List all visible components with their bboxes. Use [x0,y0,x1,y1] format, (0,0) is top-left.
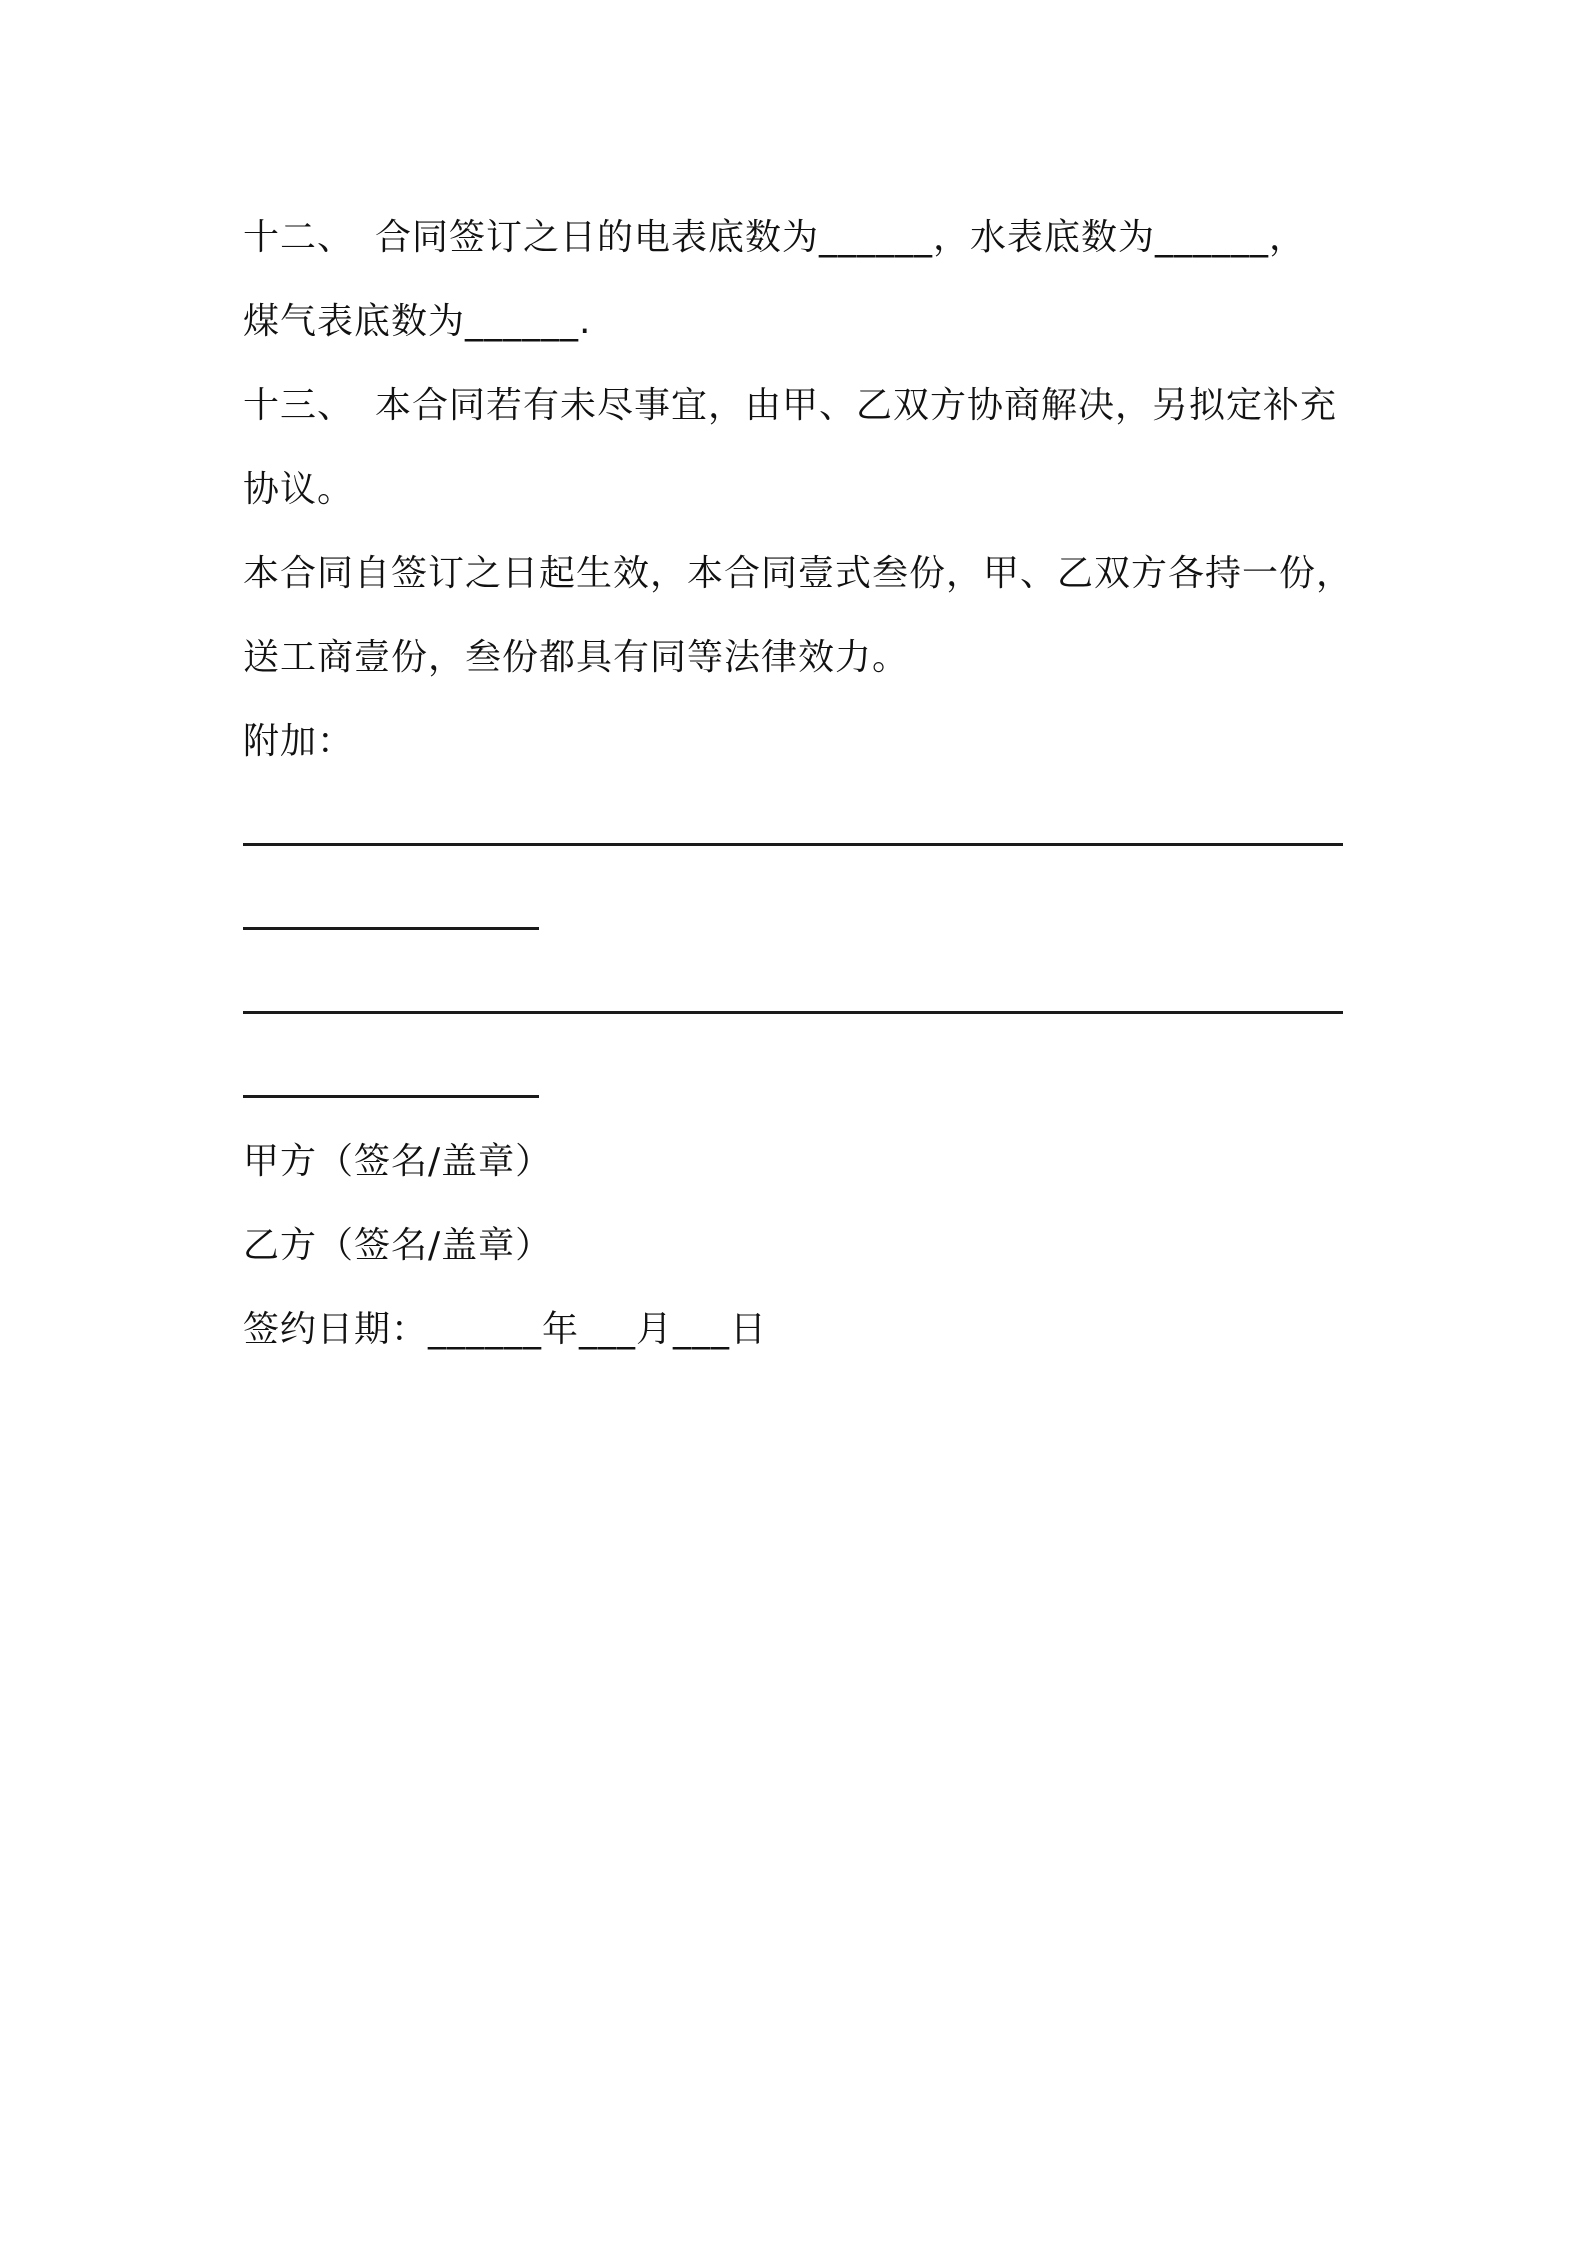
appendix-blank-line-4 [243,1036,1353,1120]
party-a-signature-line [243,1120,1353,1204]
clause-12-line-1 [243,196,1353,280]
clause-12-line-2 [243,280,1353,364]
appendix-blank-line-2 [243,868,1353,952]
appendix-blank-line-3 [243,952,1353,1036]
signing-date-line [243,1288,1353,1372]
clause-13-line-2 [243,448,1353,532]
appendix-underline-4 [243,1095,539,1098]
clause-13-number: 十三、 [243,385,355,426]
effect-text-1: 本合同自签订之日起生效，本合同壹式叁份，甲、乙双方各持一份， [243,553,1354,594]
clause-13-text-1: 本合同若有未尽事宜，由甲、乙双方协商解决，另拟定补充 [375,385,1338,426]
effect-text-2: 送工商壹份，叁份都具有同等法律效力。 [243,637,910,678]
clause-12-text-1: 合同签订之日的电表底数为______，水表底数为______， [375,217,1307,258]
party-a-signature-label: 甲方（签名/盖章） [243,1141,553,1182]
signing-date-label: 签约日期：______年___月___日 [243,1309,768,1350]
appendix-label: 附加： [243,721,355,762]
appendix-underline-2 [243,927,539,930]
appendix-blank-line-1 [243,784,1353,868]
clause-12-number: 十二、 [243,217,355,258]
clause-12-text-2: 煤气表底数为______. [243,301,592,342]
clause-13-line-1 [243,364,1353,448]
contract-page [243,196,1353,1372]
appendix-underline-3 [243,1011,1343,1014]
party-b-signature-label: 乙方（签名/盖章） [243,1225,553,1266]
appendix-label-line [243,700,1353,784]
effect-line-2 [243,616,1353,700]
party-b-signature-line [243,1204,1353,1288]
effect-line-1 [243,532,1353,616]
appendix-underline-1 [243,843,1343,846]
clause-13-text-2: 协议。 [243,469,355,510]
